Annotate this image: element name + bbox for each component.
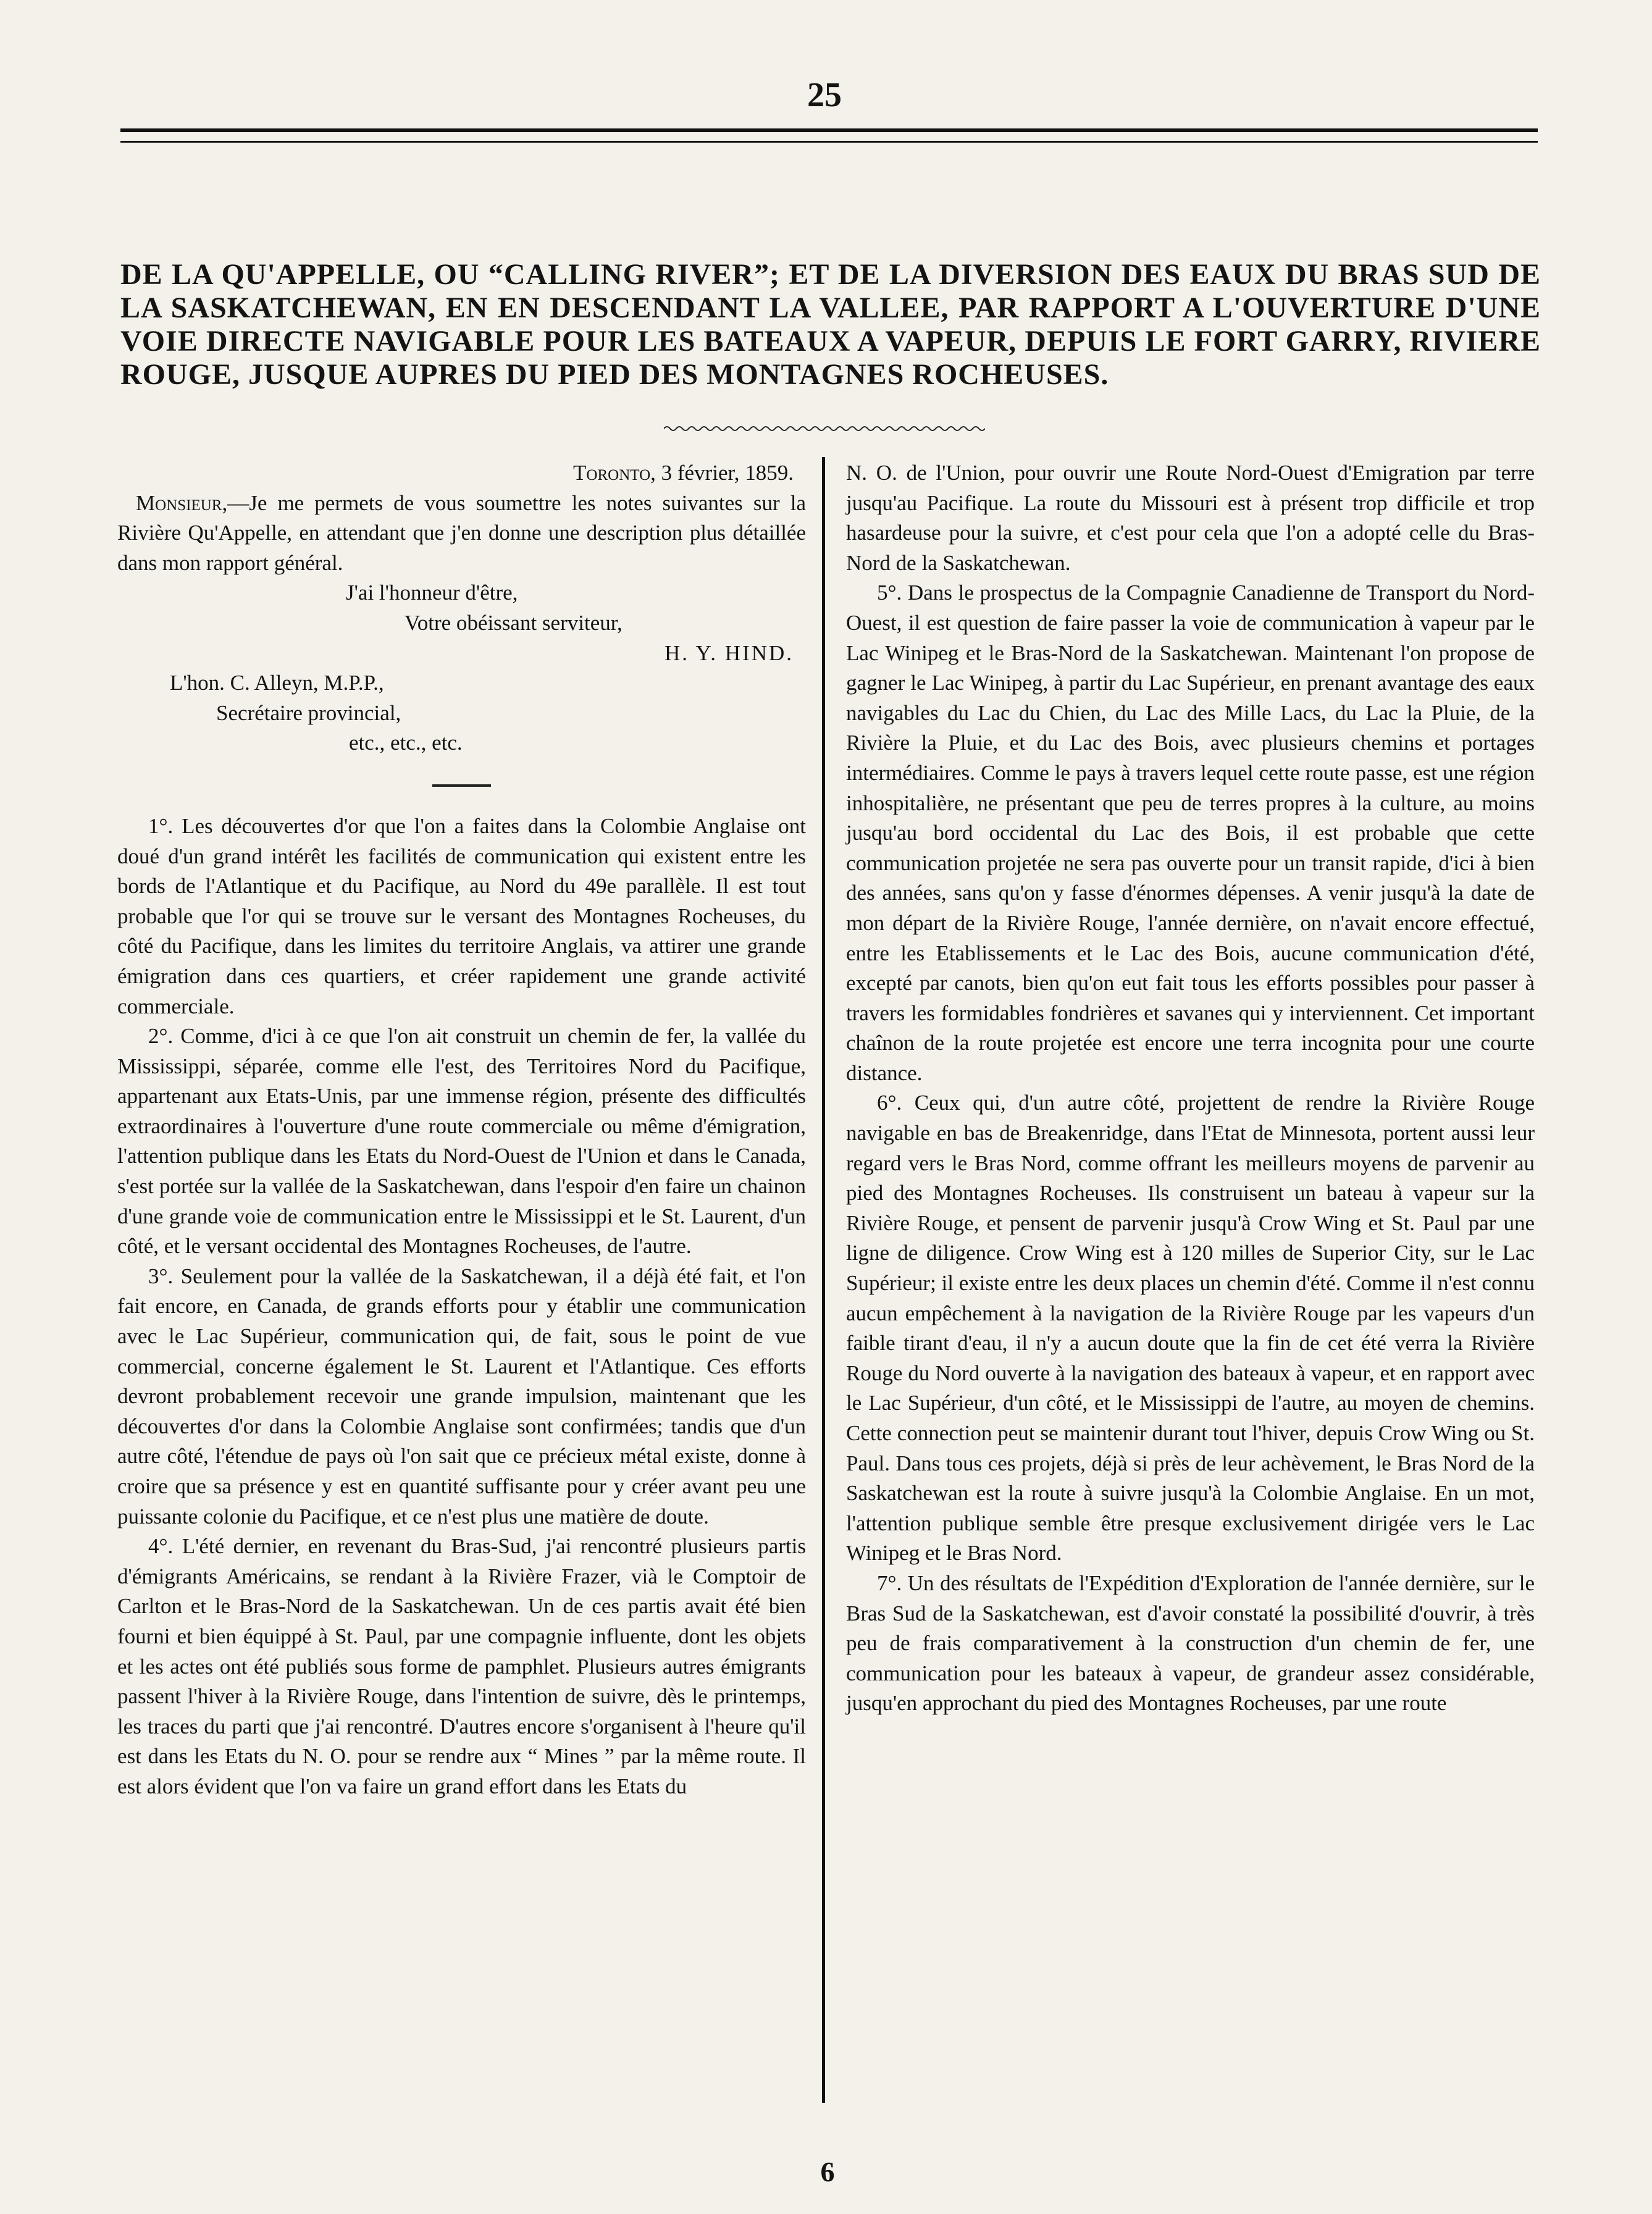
paragraph-6: 6°. Ceux qui, d'un autre côté, projettent de rendre la Rivière Rouge navigable en bas de Breakenridge, dans l'Etat de Minnesota, portent aussi leur regard vers le Bras Nord, comme offrant les meilleurs moyens de parvenir au pied des Montagnes Rocheuses. Ils construisent un bateau à vapeur sur la Rivière Rouge, et pensent de parvenir jusqu'à Crow Wing et St. Paul par une ligne de diligence. Crow Wing est à 120 milles de Superior City, sur le Lac Supérieur; il existe entre les deux places un chemin d'été. Comme il n'est connu aucun empêchement à la navigation de la Rivière Rouge par les vapeurs d'un faible tirant d'eau, il n'y a aucun doute que la fin de cet été verra la Rivière Rouge du Nord ouverte à la navigation des bateaux à vapeur, et en rapport avec le Lac Supérieur, d'un côté, et le Mississippi de l'autre, au moyen de chemins. Cette connection peut se maintenir durant tout l'hiver, depuis Crow Wing ou St. Paul. Dans tous ces projets, déjà si près de leur achèvement, le Bras Nord de la Saskatchewan est la route à suivre jusqu'à la Colombie Anglaise. En un mot, l'attention publique semble être presque exclusivement dirigée vers le Lac Winipeg et le Bras Nord.: [846, 1091, 1535, 1566]
paragraph-5: 5°. Dans le prospectus de la Compagnie Canadienne de Transport du Nord-Ouest, il est question de faire passer la voie de communication à vapeur par le Lac Winipeg et le Bras-Nord de la Saskatchewan. Maintenant l'on propose de gagner le Lac Winipeg, à partir du Lac Supérieur, en prenant avantage des eaux navigables du Lac du Chien, du Lac des Mille Lacs, du Lac la Pluie, de la Rivière la Pluie, et du Lac des Bois, avec plusieurs chemins et portages intermédiaires. Comme le pays à travers lequel cette route passe, est une région inhospitalière, ne présentant que peu de terres propres à la culture, au moins jusqu'au bord occidental du Lac des Bois, il est probable que cette communication projetée ne sera pas ouverte pour un transit rapide, d'ici à bien des années, sans qu'on y fasse d'énormes dépenses. A venir jusqu'à la date de mon départ de la Rivière Rouge, l'année dernière, on n'avait encore effectué, entre les Etablissements et le Lac des Bois, aucune communication d'été, excepté par canots, bien qu'on eut fait tous les efforts possibles pour passer à travers les formidables fondrières et savanes qui y interviennent. Cet important chaînon de la route projetée est encore une terra incognita pour une courte distance.: [846, 581, 1535, 1085]
date-place: Toronto: [573, 461, 651, 485]
article-title: DE LA QU'APPELLE, OU “CALLING RIVER”; ET DE LA DIVERSION DES EAUX DU BRAS SUD DE LA SASKATCHEWAN, EN EN DESCENDANT LA VALLEE, PAR RAPPORT A L'OUVERTURE D'UNE VOIE DIRECTE NAVIGABLE POUR LES BATEAUX A VAPEUR, DEPUIS LE FORT GARRY, RIVIERE ROUGE, JUSQUE AUPRES DU PIED DES MONTAGNES ROCHEUSES.: [120, 258, 1541, 391]
column-divider: [822, 457, 825, 2103]
left-column: [117, 458, 806, 1802]
letter-closing-2: Votre obéissant serviteur,: [405, 610, 623, 635]
paragraph-7: 7°. Un des résultats de l'Expédition d'Exploration de l'année dernière, sur le Bras Sud de la Saskatchewan, est d'avoir constaté la possibilité d'ouvrir, à très peu de frais comparativement à la construction d'un chemin de fer, une communication pour les bateaux à vapeur, de grandeur assez considérable, jusqu'en approchant du pied des Montagnes Rocheuses, par une route: [846, 1570, 1535, 1716]
section-separator: [432, 784, 491, 787]
header-rule: [120, 128, 1538, 132]
right-column: [846, 458, 1535, 1719]
letter-closing-1: J'ai l'honneur d'être,: [346, 581, 518, 605]
paragraph-3: 3°. Seulement pour la vallée de la Saskatchewan, il a déjà été fait, et l'on fait encore, en Canada, de grands efforts pour y établir une communication avec le Lac Supérieur, communication qui, de fait, sous le point de vue commercial, concerne également le St. Laurent et l'Atlantique. Ces efforts devront probablement recevoir une grande impulsion, maintenant que les découvertes d'or dans la Colombie Anglaise sont confirmées; tandis que d'un autre côté, l'étendue de pays où l'on sait que ce précieux métal existe, donne à croire que sa présence y est en quantité suffisante pour y créer avant peu une puissante colonie du Pacifique, et ce n'est plus une matière de doute.: [117, 1264, 806, 1528]
letter-text: ,—Je me permets de vous soumettre les notes suivantes sur la Rivière Qu'Appelle, en attendant que j'en donne une description plus détaillée dans mon rapport général.: [117, 490, 806, 575]
letter-addressee-1: L'hon. C. Alleyn, M.P.P.,: [170, 671, 384, 695]
signature-mark: 6: [820, 2156, 835, 2187]
header-rule-thin: [120, 141, 1538, 143]
title-ornament-rule: [664, 425, 985, 432]
letter-body: [117, 489, 806, 579]
page-number: 25: [807, 76, 842, 114]
letter-addressee-2: Secrétaire provincial,: [216, 700, 401, 725]
letter-salutation: Monsieur: [136, 490, 222, 515]
paragraph-2: 2°. Comme, d'ici à ce que l'on ait construit un chemin de fer, la vallée du Mississippi, séparée, comme elle l'est, des Territoires Nord du Pacifique, appartenant aux Etats-Unis, par une immense région, présente des difficultés extraordinaires à l'ouverture d'une route commerciale ou même d'émigration, l'attention publique dans les Etats du Nord-Ouest de l'Union et dans le Canada, s'est portée sur la vallée de la Saskatchewan, dans l'espoir d'en faire un chainon d'une grande voie de communication entre le Mississippi et le St. Laurent, d'un côté, et le versant occidental des Montagnes Rocheuses, de l'autre.: [117, 1024, 806, 1259]
paragraph-1: 1°. Les découvertes d'or que l'on a faites dans la Colombie Anglaise ont doué d'un grand intérêt les facilités de communication qui existent entre les bords de l'Atlantique et du Pacifique, au Nord du 49e parallèle. Il est tout probable que l'or qui se trouve sur le versant des Montagnes Rocheuses, du côté du Pacifique, dans les limites du territoire Anglais, va attirer une grande émigration dans ces quartiers, et créer rapidement une grande activité commerciale.: [117, 813, 806, 1018]
paragraph-4-continued: N. O. de l'Union, pour ouvrir une Route Nord-Ouest d'Emigration par terre jusqu'au Pacifique. La route du Missouri est à présent trop difficile et trop hasardeuse pour la suivre, et c'est pour cela que l'on a adopté celle du Bras-Nord de la Saskatchewan.: [846, 461, 1535, 575]
letter-signature: H. Y. HIND.: [665, 640, 794, 665]
letter-date: [117, 458, 806, 489]
date-rest: , 3 février, 1859.: [650, 461, 794, 485]
letter-addressee-3: etc., etc., etc.: [349, 731, 463, 755]
paragraph-4: 4°. L'été dernier, en revenant du Bras-Sud, j'ai rencontré plusieurs partis d'émigrants Américains, se rendant à la Rivière Frazer, vià le Comptoir de Carlton et le Bras-Nord de la Saskatchewan. Un de ces partis avait été bien fourni et bien équippé à St. Paul, par une compagnie influente, dont les objets et les actes ont été publiés sous forme de pamphlet. Plusieurs autres émigrants passent l'hiver à la Rivière Rouge, dans l'intention de suivre, dès le printemps, les traces du parti que j'ai rencontré. D'autres encore s'organisent à l'heure qu'il est dans les Etats du N. O. pour se rendre aux “ Mines ” par la même route. Il est alors évident que l'on va faire un grand effort dans les Etats du: [117, 1534, 806, 1798]
